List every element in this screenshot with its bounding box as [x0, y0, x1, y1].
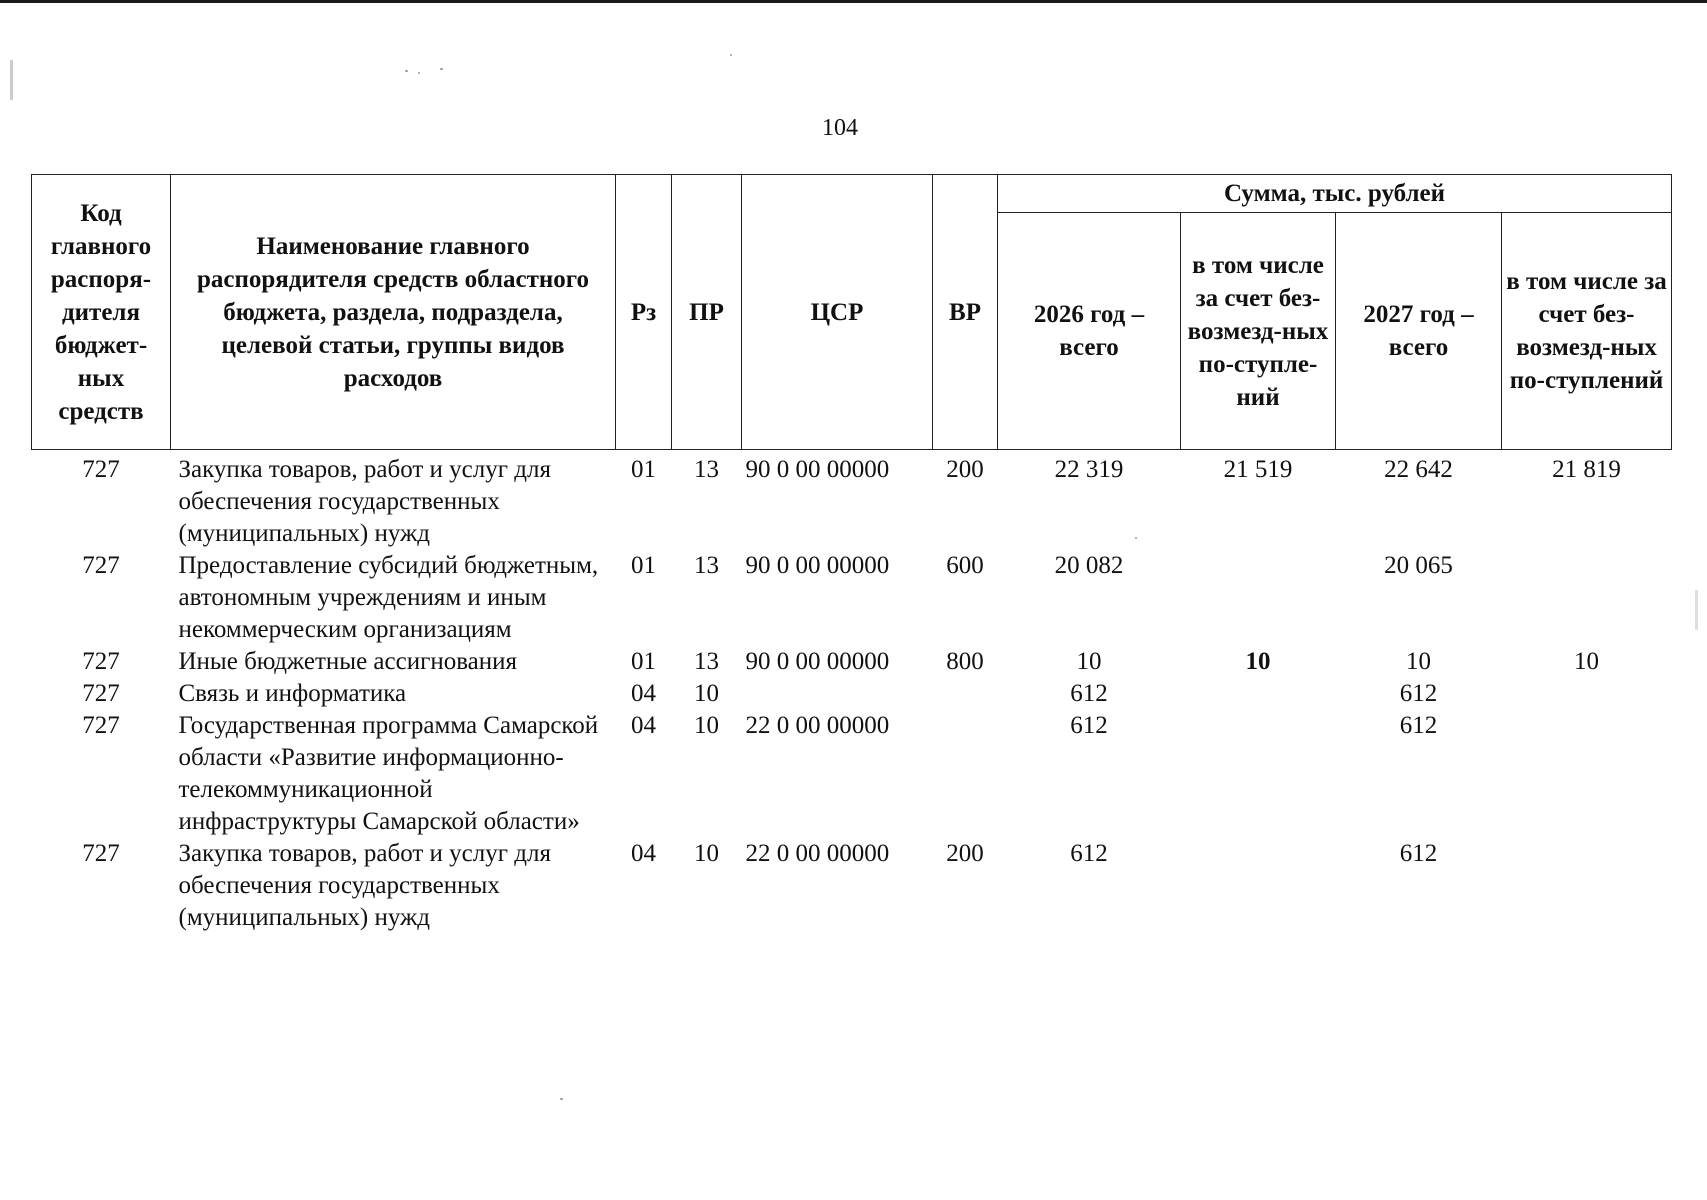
row-2027-total: 612	[1399, 712, 1438, 739]
row-csr: 22 0 00 00000	[745, 712, 890, 739]
table-row	[32, 450, 1672, 551]
row-2027-grants	[1502, 550, 1672, 646]
row-code: 727	[82, 712, 120, 739]
table-row	[32, 646, 1672, 678]
row-2026-grants	[1181, 710, 1336, 838]
scan-speck	[1135, 537, 1137, 539]
row-rz: 04	[631, 840, 656, 867]
row-vr: 200	[946, 840, 984, 867]
table-row	[32, 710, 1672, 838]
row-name: Связь и информатика	[178, 680, 407, 707]
header-name: Наименование главного распорядителя средств областного бюджета, раздела, подраздела, целевой статьи, группы видов расходов	[171, 175, 616, 450]
header-code: Код главного распоря-дителя бюджет-ных средств	[32, 175, 171, 450]
table-row	[32, 550, 1672, 646]
row-vr: 600	[946, 552, 984, 579]
table-body	[32, 450, 1672, 935]
row-code: 727	[82, 680, 120, 707]
row-code: 727	[82, 456, 120, 483]
row-2027-grants: 10	[1574, 648, 1600, 675]
row-2026-total: 612	[1070, 680, 1108, 707]
row-pr: 13	[694, 552, 719, 579]
row-2027-grants	[1502, 838, 1672, 934]
row-vr	[933, 678, 998, 710]
scan-speck	[730, 54, 732, 56]
row-2027-grants	[1502, 678, 1672, 710]
table-row	[32, 838, 1672, 934]
row-2026-total: 22 319	[1054, 456, 1124, 483]
header-2027-grants: в том числе за счет без-возмезд-ных по-ступлений	[1502, 213, 1672, 450]
header-2026-total: 2026 год – всего	[998, 213, 1181, 450]
table-row	[32, 678, 1672, 710]
header-pr: ПР	[672, 175, 742, 450]
table-header	[32, 175, 1672, 450]
header-csr: ЦСР	[742, 175, 933, 450]
budget-table	[31, 174, 1672, 934]
row-rz: 04	[631, 680, 656, 707]
header-rz: Рз	[616, 175, 672, 450]
row-rz: 01	[631, 648, 656, 675]
row-pr: 13	[694, 456, 719, 483]
scan-speck	[1695, 590, 1698, 630]
scan-speck	[418, 72, 420, 74]
row-2027-total: 10	[1406, 648, 1431, 675]
row-2027-total: 22 642	[1384, 456, 1453, 483]
row-2027-total: 612	[1399, 680, 1438, 707]
header-2026-grants: в том числе за счет без-возмезд-ных по-ступле-ний	[1181, 213, 1336, 450]
row-name: Закупка товаров, работ и услуг для обеспечения государственных (муниципальных) нужд	[178, 456, 551, 547]
scan-speck	[405, 70, 408, 72]
row-code: 727	[82, 648, 120, 675]
row-pr: 13	[694, 648, 719, 675]
row-csr: 90 0 00 00000	[745, 456, 890, 483]
row-vr	[933, 710, 998, 838]
row-2026-total: 20 082	[1054, 552, 1124, 579]
top-rule	[0, 0, 1707, 3]
row-rz: 01	[631, 552, 656, 579]
scan-speck	[560, 1098, 563, 1100]
row-2026-total: 612	[1070, 840, 1108, 867]
header-vr: ВР	[933, 175, 998, 450]
row-rz: 01	[631, 456, 656, 483]
row-2026-grants: 10	[1245, 648, 1271, 675]
scan-speck	[440, 68, 443, 70]
row-name: Иные бюджетные ассигнования	[178, 648, 518, 675]
row-2027-grants: 21 819	[1552, 456, 1621, 483]
row-csr: 22 0 00 00000	[745, 840, 890, 867]
row-name: Закупка товаров, работ и услуг для обеспечения государственных (муниципальных) нужд	[178, 840, 551, 931]
row-pr: 10	[694, 712, 719, 739]
row-pr: 10	[694, 840, 719, 867]
row-2026-grants	[1181, 838, 1336, 934]
scan-speck	[10, 60, 13, 100]
row-pr: 10	[694, 680, 719, 707]
row-name: Предоставление субсидий бюджетным, автономным учреждениям и иным некоммерческим организациям	[178, 552, 599, 643]
row-csr: 90 0 00 00000	[745, 648, 890, 675]
row-csr: 90 0 00 00000	[745, 552, 890, 579]
header-sum-group: Сумма, тыс. рублей	[998, 175, 1672, 213]
row-vr: 800	[946, 648, 984, 675]
header-2027-total: 2027 год – всего	[1336, 213, 1502, 450]
row-rz: 04	[631, 712, 656, 739]
row-code: 727	[82, 840, 120, 867]
row-2026-total: 10	[1076, 648, 1102, 675]
row-code: 727	[82, 552, 120, 579]
row-name: Государственная программа Самарской области «Развитие информационно-телекоммуникационной инфраструктуры Самарской области»	[178, 712, 599, 835]
row-2026-grants: 21 519	[1223, 456, 1293, 483]
row-vr: 200	[946, 456, 984, 483]
page-number: 104	[822, 115, 858, 141]
row-2026-grants	[1181, 678, 1336, 710]
row-2027-total: 20 065	[1384, 552, 1453, 579]
row-2026-grants	[1181, 550, 1336, 646]
row-2026-total: 612	[1070, 712, 1108, 739]
row-csr	[742, 678, 933, 710]
row-2027-grants	[1502, 710, 1672, 838]
row-2027-total: 612	[1399, 840, 1438, 867]
